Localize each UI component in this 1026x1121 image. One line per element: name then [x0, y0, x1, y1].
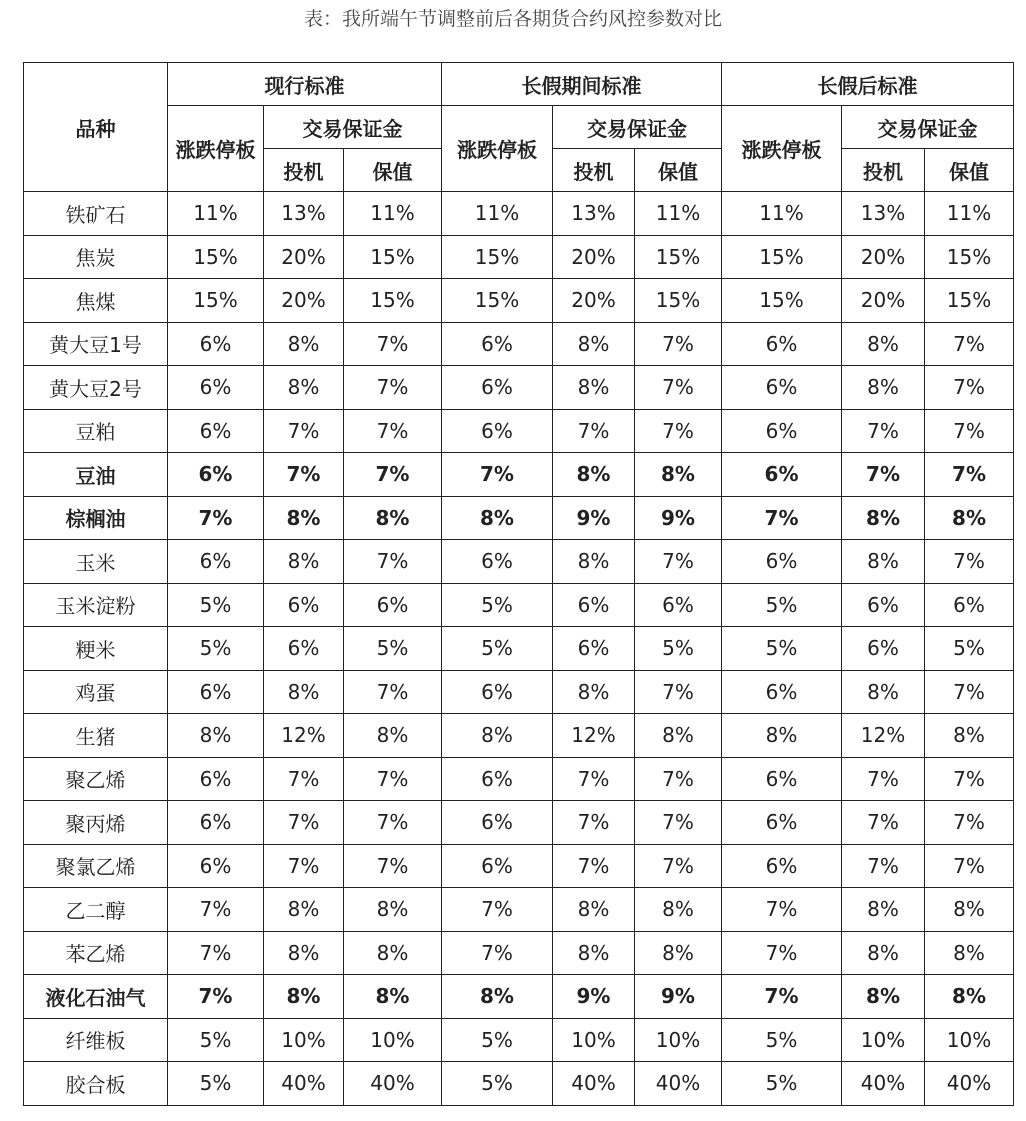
- value-cell: 6%: [722, 453, 842, 497]
- value-cell: 6%: [442, 409, 553, 453]
- value-cell: 7%: [925, 757, 1014, 801]
- value-cell: 7%: [168, 931, 264, 975]
- table-row: [24, 975, 1014, 1019]
- value-cell: 6%: [442, 757, 553, 801]
- value-cell: 11%: [168, 192, 264, 236]
- value-cell: 7%: [635, 844, 722, 888]
- value-cell: 8%: [842, 670, 925, 714]
- variety-name-cell: 棕榈油: [24, 496, 168, 540]
- value-cell: 5%: [442, 1062, 553, 1106]
- value-cell: 40%: [264, 1062, 344, 1106]
- value-cell: 6%: [635, 583, 722, 627]
- value-cell: 7%: [842, 801, 925, 845]
- value-cell: 10%: [842, 1018, 925, 1062]
- value-cell: 11%: [925, 192, 1014, 236]
- table-row: [24, 1018, 1014, 1062]
- table-caption: 表：我所端午节调整前后各期货合约风控参数对比: [303, 8, 722, 30]
- value-cell: 12%: [553, 714, 635, 758]
- value-cell: 40%: [842, 1062, 925, 1106]
- value-cell: 40%: [553, 1062, 635, 1106]
- value-cell: 6%: [925, 583, 1014, 627]
- value-cell: 7%: [635, 801, 722, 845]
- value-cell: 6%: [442, 801, 553, 845]
- header-limit-current: 涨跌停板: [168, 106, 264, 192]
- value-cell: 7%: [264, 801, 344, 845]
- value-cell: 8%: [344, 888, 442, 932]
- header-hedge-current: 保值: [344, 149, 442, 192]
- value-cell: 7%: [635, 670, 722, 714]
- value-cell: 8%: [842, 496, 925, 540]
- value-cell: 8%: [635, 453, 722, 497]
- value-cell: 15%: [168, 279, 264, 323]
- value-cell: 11%: [722, 192, 842, 236]
- value-cell: 5%: [442, 1018, 553, 1062]
- value-cell: 7%: [842, 844, 925, 888]
- value-cell: 8%: [635, 714, 722, 758]
- header-hedge-holiday: 保值: [635, 149, 722, 192]
- value-cell: 6%: [168, 801, 264, 845]
- value-cell: 9%: [553, 496, 635, 540]
- value-cell: 7%: [344, 801, 442, 845]
- header-group-current: 现行标准: [168, 63, 442, 106]
- value-cell: 8%: [344, 975, 442, 1019]
- table-row: [24, 540, 1014, 584]
- value-cell: 8%: [842, 931, 925, 975]
- value-cell: 6%: [168, 844, 264, 888]
- value-cell: 6%: [442, 540, 553, 584]
- value-cell: 6%: [168, 366, 264, 410]
- value-cell: 7%: [842, 757, 925, 801]
- value-cell: 7%: [635, 409, 722, 453]
- value-cell: 9%: [635, 975, 722, 1019]
- variety-name-cell: 苯乙烯: [24, 931, 168, 975]
- variety-name-cell: 乙二醇: [24, 888, 168, 932]
- value-cell: 7%: [344, 366, 442, 410]
- variety-name-cell: 豆油: [24, 453, 168, 497]
- value-cell: 8%: [842, 888, 925, 932]
- value-cell: 6%: [264, 583, 344, 627]
- value-cell: 7%: [722, 975, 842, 1019]
- value-cell: 7%: [553, 801, 635, 845]
- value-cell: 6%: [442, 844, 553, 888]
- value-cell: 10%: [344, 1018, 442, 1062]
- value-cell: 6%: [442, 670, 553, 714]
- value-cell: 8%: [264, 670, 344, 714]
- value-cell: 15%: [722, 235, 842, 279]
- value-cell: 6%: [553, 627, 635, 671]
- variety-name-cell: 生猪: [24, 714, 168, 758]
- table-row: [24, 409, 1014, 453]
- table-row: [24, 757, 1014, 801]
- value-cell: 6%: [842, 627, 925, 671]
- value-cell: 7%: [553, 844, 635, 888]
- value-cell: 11%: [635, 192, 722, 236]
- header-spec-after: 投机: [842, 149, 925, 192]
- value-cell: 8%: [925, 931, 1014, 975]
- value-cell: 8%: [344, 496, 442, 540]
- value-cell: 7%: [553, 757, 635, 801]
- variety-name-cell: 粳米: [24, 627, 168, 671]
- value-cell: 6%: [442, 322, 553, 366]
- value-cell: 40%: [344, 1062, 442, 1106]
- value-cell: 6%: [168, 322, 264, 366]
- value-cell: 8%: [264, 975, 344, 1019]
- table-row: [24, 322, 1014, 366]
- table-row: [24, 931, 1014, 975]
- value-cell: 6%: [722, 757, 842, 801]
- value-cell: 8%: [168, 714, 264, 758]
- header-group-holiday: 长假期间标准: [442, 63, 722, 106]
- value-cell: 15%: [442, 235, 553, 279]
- value-cell: 20%: [553, 279, 635, 323]
- value-cell: 7%: [344, 409, 442, 453]
- value-cell: 6%: [168, 670, 264, 714]
- value-cell: 7%: [925, 540, 1014, 584]
- value-cell: 5%: [442, 627, 553, 671]
- value-cell: 7%: [722, 888, 842, 932]
- value-cell: 8%: [925, 888, 1014, 932]
- value-cell: 8%: [344, 714, 442, 758]
- value-cell: 7%: [264, 757, 344, 801]
- value-cell: 6%: [168, 757, 264, 801]
- value-cell: 15%: [344, 279, 442, 323]
- value-cell: 8%: [553, 670, 635, 714]
- value-cell: 15%: [635, 279, 722, 323]
- header-margin-holiday: 交易保证金: [553, 106, 722, 149]
- value-cell: 11%: [442, 192, 553, 236]
- header-variety: 品种: [24, 63, 168, 192]
- variety-name-cell: 胶合板: [24, 1062, 168, 1106]
- value-cell: 15%: [168, 235, 264, 279]
- value-cell: 12%: [264, 714, 344, 758]
- table-row: [24, 496, 1014, 540]
- value-cell: 8%: [635, 888, 722, 932]
- value-cell: 6%: [442, 366, 553, 410]
- value-cell: 9%: [635, 496, 722, 540]
- value-cell: 20%: [842, 279, 925, 323]
- variety-name-cell: 聚乙烯: [24, 757, 168, 801]
- table-row: [24, 670, 1014, 714]
- value-cell: 20%: [264, 279, 344, 323]
- variety-name-cell: 焦煤: [24, 279, 168, 323]
- value-cell: 9%: [553, 975, 635, 1019]
- value-cell: 6%: [168, 409, 264, 453]
- value-cell: 7%: [722, 931, 842, 975]
- value-cell: 7%: [553, 409, 635, 453]
- value-cell: 8%: [264, 322, 344, 366]
- value-cell: 7%: [635, 322, 722, 366]
- value-cell: 7%: [344, 322, 442, 366]
- header-limit-after: 涨跌停板: [722, 106, 842, 192]
- table-row: [24, 844, 1014, 888]
- value-cell: 6%: [264, 627, 344, 671]
- value-cell: 8%: [842, 322, 925, 366]
- value-cell: 8%: [442, 714, 553, 758]
- variety-name-cell: 黄大豆2号: [24, 366, 168, 410]
- value-cell: 6%: [168, 540, 264, 584]
- value-cell: 6%: [344, 583, 442, 627]
- value-cell: 8%: [442, 496, 553, 540]
- table-row: [24, 453, 1014, 497]
- value-cell: 7%: [635, 366, 722, 410]
- value-cell: 7%: [442, 888, 553, 932]
- value-cell: 5%: [442, 583, 553, 627]
- value-cell: 7%: [925, 366, 1014, 410]
- value-cell: 15%: [925, 279, 1014, 323]
- value-cell: 7%: [842, 409, 925, 453]
- value-cell: 8%: [344, 931, 442, 975]
- value-cell: 6%: [722, 322, 842, 366]
- table-body: [24, 192, 1014, 1106]
- value-cell: 20%: [553, 235, 635, 279]
- variety-name-cell: 液化石油气: [24, 975, 168, 1019]
- value-cell: 5%: [925, 627, 1014, 671]
- value-cell: 7%: [925, 844, 1014, 888]
- value-cell: 5%: [722, 583, 842, 627]
- value-cell: 7%: [925, 801, 1014, 845]
- value-cell: 13%: [842, 192, 925, 236]
- value-cell: 5%: [635, 627, 722, 671]
- value-cell: 7%: [168, 496, 264, 540]
- value-cell: 8%: [553, 931, 635, 975]
- value-cell: 8%: [553, 888, 635, 932]
- value-cell: 15%: [344, 235, 442, 279]
- value-cell: 7%: [442, 931, 553, 975]
- value-cell: 8%: [722, 714, 842, 758]
- value-cell: 7%: [344, 670, 442, 714]
- table-row: [24, 1062, 1014, 1106]
- value-cell: 8%: [442, 975, 553, 1019]
- value-cell: 7%: [635, 540, 722, 584]
- value-cell: 10%: [925, 1018, 1014, 1062]
- value-cell: 8%: [264, 366, 344, 410]
- value-cell: 8%: [842, 975, 925, 1019]
- value-cell: 8%: [635, 931, 722, 975]
- value-cell: 20%: [264, 235, 344, 279]
- value-cell: 8%: [553, 366, 635, 410]
- table-row: [24, 627, 1014, 671]
- value-cell: 8%: [264, 931, 344, 975]
- value-cell: 6%: [168, 453, 264, 497]
- value-cell: 20%: [842, 235, 925, 279]
- value-cell: 5%: [168, 627, 264, 671]
- value-cell: 5%: [168, 1062, 264, 1106]
- variety-name-cell: 玉米: [24, 540, 168, 584]
- value-cell: 12%: [842, 714, 925, 758]
- value-cell: 40%: [925, 1062, 1014, 1106]
- value-cell: 5%: [168, 583, 264, 627]
- value-cell: 5%: [722, 627, 842, 671]
- value-cell: 8%: [264, 496, 344, 540]
- table-row: [24, 888, 1014, 932]
- table-row: [24, 801, 1014, 845]
- value-cell: 7%: [925, 409, 1014, 453]
- table-row: [24, 279, 1014, 323]
- variety-name-cell: 玉米淀粉: [24, 583, 168, 627]
- value-cell: 7%: [344, 453, 442, 497]
- value-cell: 8%: [925, 975, 1014, 1019]
- value-cell: 5%: [722, 1018, 842, 1062]
- value-cell: 8%: [553, 322, 635, 366]
- value-cell: 10%: [635, 1018, 722, 1062]
- table-row: [24, 235, 1014, 279]
- value-cell: 6%: [722, 540, 842, 584]
- table-row: [24, 714, 1014, 758]
- variety-name-cell: 豆粕: [24, 409, 168, 453]
- value-cell: 5%: [344, 627, 442, 671]
- value-cell: 6%: [722, 409, 842, 453]
- value-cell: 6%: [553, 583, 635, 627]
- value-cell: 15%: [442, 279, 553, 323]
- value-cell: 8%: [925, 496, 1014, 540]
- header-limit-holiday: 涨跌停板: [442, 106, 553, 192]
- value-cell: 6%: [722, 801, 842, 845]
- value-cell: 7%: [168, 888, 264, 932]
- value-cell: 5%: [168, 1018, 264, 1062]
- value-cell: 6%: [842, 583, 925, 627]
- value-cell: 13%: [553, 192, 635, 236]
- value-cell: 40%: [635, 1062, 722, 1106]
- value-cell: 8%: [264, 888, 344, 932]
- header-margin-current: 交易保证金: [264, 106, 442, 149]
- risk-parameter-table: [23, 62, 1014, 1106]
- value-cell: 7%: [344, 540, 442, 584]
- value-cell: 7%: [925, 670, 1014, 714]
- value-cell: 7%: [442, 453, 553, 497]
- value-cell: 5%: [722, 1062, 842, 1106]
- value-cell: 15%: [722, 279, 842, 323]
- value-cell: 7%: [722, 496, 842, 540]
- value-cell: 7%: [344, 757, 442, 801]
- value-cell: 7%: [168, 975, 264, 1019]
- variety-name-cell: 铁矿石: [24, 192, 168, 236]
- value-cell: 8%: [553, 453, 635, 497]
- value-cell: 13%: [264, 192, 344, 236]
- variety-name-cell: 焦炭: [24, 235, 168, 279]
- value-cell: 15%: [635, 235, 722, 279]
- value-cell: 8%: [842, 366, 925, 410]
- value-cell: 11%: [344, 192, 442, 236]
- header-spec-holiday: 投机: [553, 149, 635, 192]
- header-hedge-after: 保值: [925, 149, 1014, 192]
- variety-name-cell: 纤维板: [24, 1018, 168, 1062]
- value-cell: 6%: [722, 844, 842, 888]
- table-row: [24, 583, 1014, 627]
- value-cell: 8%: [925, 714, 1014, 758]
- variety-name-cell: 聚丙烯: [24, 801, 168, 845]
- variety-name-cell: 聚氯乙烯: [24, 844, 168, 888]
- value-cell: 8%: [264, 540, 344, 584]
- value-cell: 8%: [553, 540, 635, 584]
- value-cell: 15%: [925, 235, 1014, 279]
- value-cell: 7%: [842, 453, 925, 497]
- value-cell: 6%: [722, 670, 842, 714]
- header-margin-after: 交易保证金: [842, 106, 1014, 149]
- value-cell: 10%: [264, 1018, 344, 1062]
- value-cell: 8%: [842, 540, 925, 584]
- value-cell: 6%: [722, 366, 842, 410]
- value-cell: 7%: [264, 453, 344, 497]
- header-group-after: 长假后标准: [722, 63, 1014, 106]
- value-cell: 7%: [264, 409, 344, 453]
- table-row: [24, 192, 1014, 236]
- variety-name-cell: 鸡蛋: [24, 670, 168, 714]
- value-cell: 7%: [264, 844, 344, 888]
- value-cell: 10%: [553, 1018, 635, 1062]
- table-row: [24, 366, 1014, 410]
- variety-name-cell: 黄大豆1号: [24, 322, 168, 366]
- value-cell: 7%: [925, 322, 1014, 366]
- value-cell: 7%: [635, 757, 722, 801]
- value-cell: 7%: [344, 844, 442, 888]
- header-spec-current: 投机: [264, 149, 344, 192]
- value-cell: 7%: [925, 453, 1014, 497]
